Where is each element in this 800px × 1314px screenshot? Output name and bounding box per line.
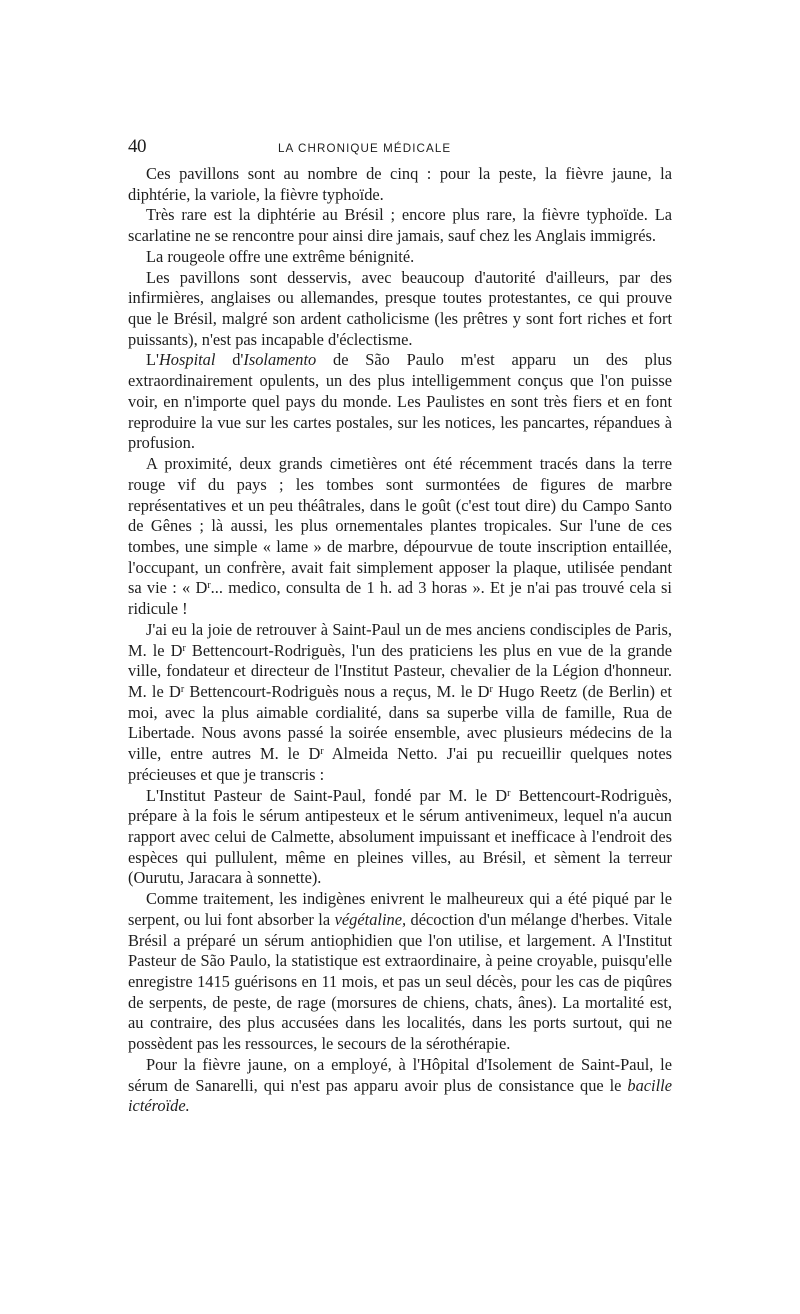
paragraph-4 [128, 268, 672, 351]
paragraph-1 [128, 164, 672, 205]
italic-text: Hospital [158, 350, 216, 370]
text-run: Très rare est la diphtérie au Brésil ; encore plus rare, la fièvre typhoïde. La scarlatine ne se rencontre pour ainsi dire jamais, sauf chez les Anglais immigrés. [128, 205, 672, 246]
paragraph-10 [128, 1055, 672, 1117]
italic-text: végétaline, [334, 909, 407, 929]
text-run: Comme traitement, les indigènes enivrent le malheureux qui a été piqué par le serpent, ou lui font absorber la [128, 889, 672, 929]
text-run: Bettencourt-Rodriguès, l'un des praticiens les plus en vue de la grande ville, fondateur et directeur de l'Institut Pasteur, chevalier de la Légion d'honneur. M. le D [128, 640, 672, 701]
text-run: Les pavillons sont desservis, avec beaucoup d'autorité d'ailleurs, par des infirmières, anglaises ou allemandes, presque toutes protestantes, ce qui prouve que le Brésil, malgré son ardent catholicisme (les prêtres y sont fort riches et fort puissants), n'est pas incapable d'éclectisme. [128, 267, 672, 349]
text-run: décoction d'un mélange d'herbes. Vitale Brésil a préparé un sérum antiophidien que l'on utilise, et largement. A l'Institut Pasteur de São Paulo, la statistique est extraordinaire, à peine croyable, puisqu'elle enregistre 1415 guérisons en 11 mois, et pas un seul décès, pour les cas de piqûres de serpents, de peste, de rage (morsures de chiens, chats, ânes). La mortalité est, au contraire, des plus accusées dans les localités, dans les ports surtout, qui ne possèdent pas les ressources, le secours de la sérothérapie. [128, 909, 672, 1054]
page-header [128, 136, 672, 160]
page-number: 40 [128, 136, 146, 157]
text-run: L' [146, 350, 159, 370]
paragraph-2 [128, 205, 672, 246]
text-run: Bettencourt-Rodriguès, prépare à la fois le sérum antipesteux et le sérum antivenimeux, lequel n'a aucun rapport avec celui de Calmette, absolument impuissant et inefficace à l'endroit des espèces qui pullulent, même en pleines villes, au Brésil, et sèment la terreur (Ourutu, Jaracara à sonnette). [128, 785, 672, 888]
text-run: Almeida Netto. J'ai pu recueillir quelques notes précieuses et que je transcris : [128, 744, 673, 784]
text-run: ... medico, consulta de 1 h. ad 3 horas ». Et je n'ai pas trouvé cela si ridicule ! [128, 578, 672, 619]
superscript: r [182, 642, 186, 654]
superscript: r [207, 580, 211, 592]
paragraph-7 [128, 620, 672, 786]
paragraph-5 [128, 350, 672, 454]
paragraph-8 [128, 786, 672, 890]
italic-text: Isolamento [243, 350, 317, 370]
text-run: J'ai eu la joie de retrouver à Saint-Paul un de mes anciens condisciples de Paris, M. le D [128, 619, 672, 660]
text-run: Pour la fièvre jaune, on a employé, à l'Hôpital d'Isolement de Saint-Paul, le sérum de Sanarelli, qui n'est pas apparu avoir plus de consistance que le [128, 1054, 672, 1095]
text-run: A proximité, deux grands cimetières ont été récemment tracés dans la terre rouge vif du pays ; les tombes sont surmontées de figures de marbre représentatives et un peu théâtrales, dans le goût (c'est tout dire) du Campo Santo de Gênes ; là aussi, les plus ornementales plantes tropicales. Sur l'une de ces tombes, une simple « lame » de marbre, dépourvue de toute inscription entaillée, l'occupant, un confrère, avait fait simplement apposer la plaque, utilisée pendant sa vie : « D [128, 454, 672, 598]
paragraph-3 [128, 247, 672, 268]
body-text [128, 164, 672, 1117]
superscript: r [489, 683, 493, 695]
italic-text: bacille ictéroïde. [128, 1075, 672, 1116]
superscript: r [507, 787, 511, 799]
running-title: LA CHRONIQUE MÉDICALE [278, 142, 452, 155]
text-run: Hugo Reetz (de Berlin) et moi, avec la plus aimable cordialité, dans sa superbe villa de famille, Rua de Libertade. Nous avons passé la soirée ensemble, avec plusieurs médecins de la ville, entre autres M. le D [128, 681, 672, 764]
text-run: L'Institut Pasteur de Saint-Paul, fondé par M. le D [146, 785, 508, 805]
superscript: r [320, 746, 324, 758]
paragraph-6 [128, 454, 672, 620]
text-run: de São Paulo m'est apparu un des plus extraordinairement opulents, un des plus intelligemment conçus que l'on puisse voir, en n'importe quel pays du monde. Les Paulistes en sont très fiers et en font reproduire la vue sur les cartes postales, sur les notices, les pancartes, répandues à profusion. [128, 350, 672, 453]
paragraph-9 [128, 889, 672, 1055]
text-run: Ces pavillons sont au nombre de cinq : pour la peste, la fièvre jaune, la diphtérie, la variole, la fièvre typhoïde. [128, 164, 672, 204]
text-run: Bettencourt-Rodriguès nous a reçus, M. le D [184, 681, 490, 701]
document-page [128, 136, 672, 1117]
text-run: La rougeole offre une extrême bénignité. [146, 246, 415, 266]
superscript: r [180, 683, 185, 695]
text-run: d' [215, 350, 244, 370]
